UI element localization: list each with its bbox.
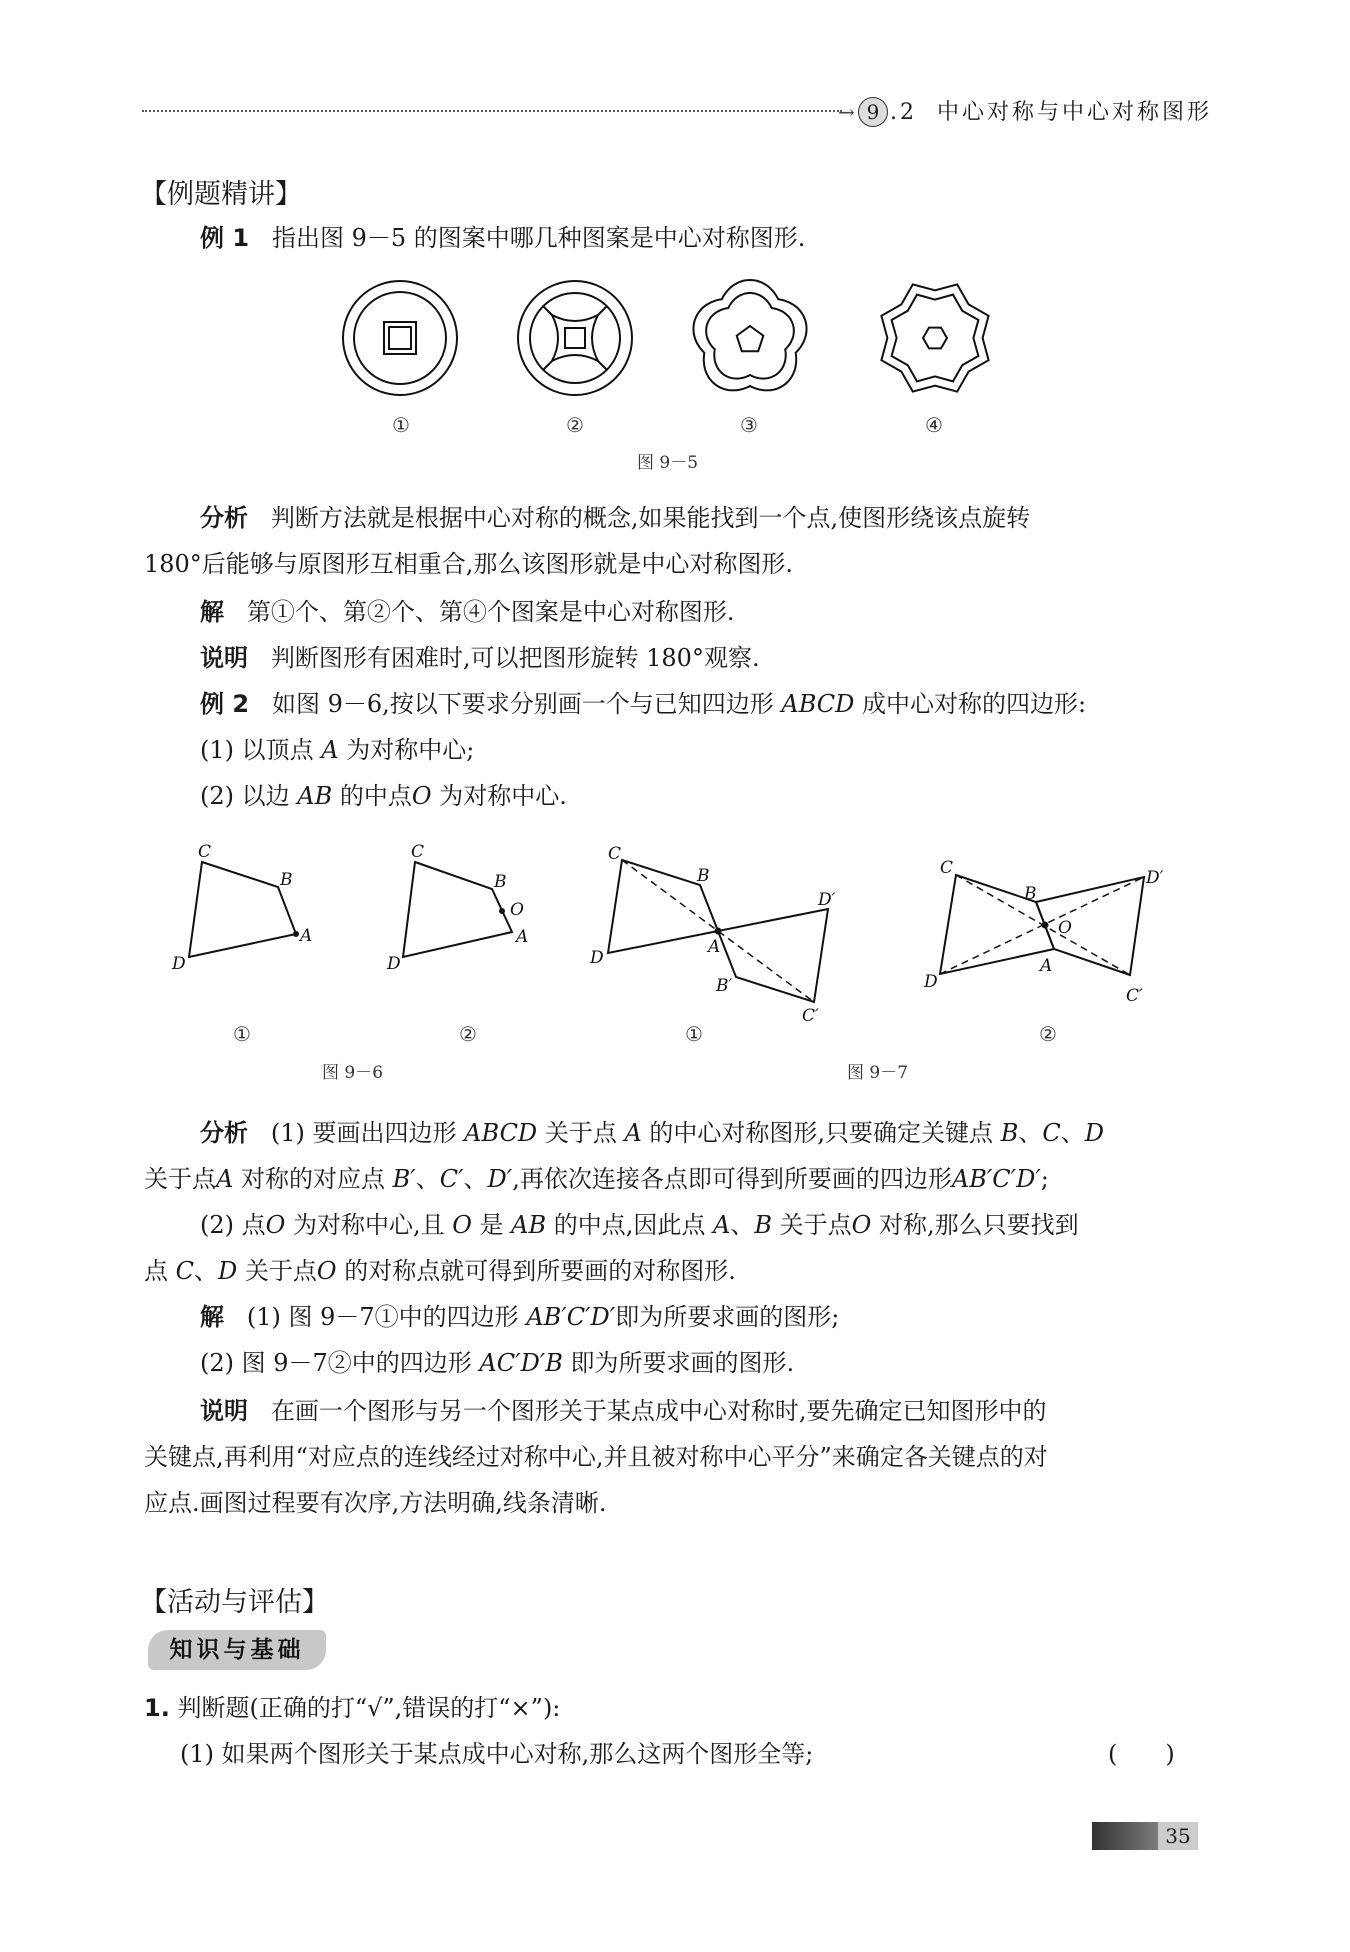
a2-l1-l: O (851, 1211, 872, 1239)
pattern-4-octagon-hexagon (881, 284, 988, 391)
a1-l2-e: 、 (415, 1165, 440, 1193)
req2-a: (2) 以边 (200, 782, 298, 810)
pattern-1-coin-square (343, 281, 457, 395)
fig96-1-point-a: A (300, 926, 313, 946)
a2-l1-j: B (754, 1211, 772, 1239)
fig97-2-point-o: O (1058, 918, 1072, 938)
example2-note-line3: 应点.画图过程要有次序,方法明确,线条清晰. (144, 1489, 607, 1517)
example1-analysis-text1: 判断方法就是根据中心对称的概念,如果能找到一个点,使图形绕该点旋转 (270, 504, 1031, 532)
fig96-1-point-b: B (280, 870, 293, 890)
a2-l1-c: 为对称中心,且 (285, 1211, 453, 1239)
a1-l2-d: B′ (392, 1165, 416, 1193)
a2-l2-b: C (175, 1257, 195, 1285)
a1-l1-a: (1) 要画出四边形 (270, 1119, 465, 1147)
s2-b: AC′D′B (479, 1349, 563, 1377)
page-number: 35 (1158, 1822, 1198, 1850)
example2-solution-label: 解 (200, 1303, 224, 1331)
fig95-label-4: ④ (925, 413, 943, 437)
fig97-1-point-d: D (590, 948, 604, 968)
a2-l2-d: D (218, 1257, 238, 1285)
req2-e: 为对称中心. (431, 782, 567, 810)
s2-c: 即为所要求画的图形. (562, 1349, 795, 1377)
question1-heading (144, 1690, 560, 1726)
a2-l2-a: 点 (144, 1257, 176, 1285)
example1-analysis-line2: 180°后能够与原图形互相重合,那么该图形就是中心对称图形. (144, 550, 794, 578)
fig97-label-1: ① (685, 1022, 703, 1046)
fig95-label-3: ③ (740, 413, 758, 437)
fig97-2-point-dp: D′ (1146, 868, 1164, 888)
fig97-1-point-bp: B′ (716, 976, 733, 996)
example1-statement (200, 220, 805, 256)
example1-note-text: 判断图形有困难时,可以把图形旋转 180°观察. (270, 644, 760, 672)
example2-text-c: 成中心对称的四边形: (854, 690, 1087, 718)
example1-note (200, 640, 760, 676)
example1-label: 例 1 (200, 224, 250, 252)
a2-l1-a: (2) 点 (200, 1211, 266, 1239)
s2-a: (2) 图 9－7②中的四边形 (200, 1349, 480, 1377)
a2-l1-g: 的中点,因此点 (546, 1211, 714, 1239)
fig96-2-point-c: C (411, 842, 425, 862)
example1-solution-text: 第①个、第②个、第④个图案是中心对称图形. (246, 598, 735, 626)
example2-solution-line2 (200, 1345, 794, 1381)
fig97-label-2: ② (1039, 1022, 1057, 1046)
req2-d: O (411, 782, 432, 810)
a1-l1-j: D (1084, 1119, 1104, 1147)
a2-l1-h: A (713, 1211, 731, 1239)
req1-a: (1) 以顶点 (200, 736, 322, 764)
example1-text: 指出图 9－5 的图案中哪几种图案是中心对称图形. (271, 224, 806, 252)
example2-req2 (200, 778, 567, 814)
fig95-label-2: ② (566, 413, 584, 437)
a2-l1-k: 关于点 (772, 1211, 852, 1239)
a2-l2-f: O (316, 1257, 337, 1285)
example2-note-line1 (200, 1393, 1047, 1429)
req1-c: 为对称中心; (338, 736, 475, 764)
example2-analysis-label: 分析 (200, 1119, 248, 1147)
figure-9-5 (330, 275, 1010, 425)
fig97-2-point-d: D (924, 972, 938, 992)
fig96-2-point-b: B (494, 872, 507, 892)
a2-l2-c: 、 (194, 1257, 219, 1285)
a2-l2-g: 的对称点就可得到所要画的对称图形. (336, 1257, 736, 1285)
question1-item1-answer-blank[interactable]: ( ) (1108, 1740, 1175, 1768)
req2-c: 的中点 (332, 782, 412, 810)
a2-l1-f: AB (511, 1211, 547, 1239)
figure-9-6-caption: 图 9－6 (322, 1063, 384, 1083)
a1-l1-b: ABCD (464, 1119, 538, 1147)
s1-c: 即为所要求画的图形; (615, 1303, 840, 1331)
a2-l1-i: 、 (730, 1211, 755, 1239)
example2-analysis-line2 (144, 1161, 1049, 1197)
req2-b: AB (297, 782, 333, 810)
knowledge-basics-tag: 知识与基础 (148, 1630, 326, 1670)
fig97-2-point-a: A (1040, 956, 1053, 976)
fig97-1-point-dp: D′ (818, 890, 836, 910)
a2-l1-d: O (452, 1211, 472, 1239)
fig97-1-point-b: B (697, 866, 710, 886)
section-number-suffix: .2 (890, 100, 917, 125)
fig96-label-1: ① (233, 1022, 251, 1046)
fig95-label-1: ① (392, 413, 410, 437)
header-title: 中心对称与中心对称图形 (937, 100, 1213, 125)
a2-l1-e: 是 (471, 1211, 512, 1239)
header-arrow-icon: → (838, 100, 855, 124)
example2-note-label: 说明 (200, 1397, 248, 1425)
s1-b: AB′C′D′ (526, 1303, 616, 1331)
question1-number: 1. (144, 1694, 170, 1722)
fig97-1-point-c: C (608, 844, 622, 864)
fig97-1-point-cp: C′ (802, 1006, 819, 1026)
example2-analysis-line1 (200, 1115, 1104, 1151)
a1-l2-i: ,再依次连接各点即可得到所要画的四边形 (512, 1165, 952, 1193)
note-1: 在画一个图形与另一个图形关于某点成中心对称时,要先确定已知图形中的 (270, 1397, 1047, 1425)
a2-l1-m: 对称,那么只要找到 (871, 1211, 1079, 1239)
a1-l1-c: 关于点 (537, 1119, 625, 1147)
fig97-2-point-c: C (940, 858, 954, 878)
fig97-2-point-b: B (1024, 884, 1037, 904)
a1-l1-d: A (624, 1119, 642, 1147)
pattern-3-flower-pentagon (694, 280, 807, 390)
fig96-1-point-c: C (198, 842, 212, 862)
a1-l1-h: C (1042, 1119, 1061, 1147)
example2-note-line2: 关键点,再利用“对应点的连线经过对称中心,并且被对称中心平分”来确定各关键点的对 (144, 1443, 1048, 1471)
example1-analysis-line1 (200, 500, 1030, 536)
a1-l1-e: 的中心对称图形,只要确定关键点 (641, 1119, 1001, 1147)
question1-text: 判断题(正确的打“√”,错误的打“×”): (177, 1694, 561, 1722)
fig96-2-point-d: D (387, 954, 401, 974)
s1-a: (1) 图 9－7①中的四边形 (246, 1303, 527, 1331)
figures-9-6-9-7 (160, 835, 1200, 1035)
figure-9-5-caption: 图 9－5 (637, 453, 699, 473)
example2-text-a: 如图 9－6,按以下要求分别画一个与已知四边形 (271, 690, 782, 718)
a1-l2-g: 、 (463, 1165, 488, 1193)
fig96-2-point-a: A (516, 927, 529, 947)
a1-l2-a: 关于点 (144, 1165, 216, 1193)
a1-l1-f: B (1000, 1119, 1019, 1147)
example1-solution-label: 解 (200, 598, 224, 626)
example1-solution (200, 594, 735, 630)
section-examples-title: 【例题精讲】 (140, 179, 302, 210)
question1-item1: (1) 如果两个图形关于某点成中心对称,那么这两个图形全等; (180, 1740, 814, 1768)
a2-l1-b: O (265, 1211, 286, 1239)
fig96-2-quadrilateral (386, 842, 528, 974)
running-header (858, 95, 1212, 127)
fig97-2-point-cp: C′ (1126, 986, 1143, 1006)
example2-text-b: ABCD (781, 690, 855, 718)
fig97-1-point-a: A (708, 937, 721, 957)
req1-b: A (321, 736, 339, 764)
example2-req1 (200, 732, 474, 768)
example2-solution-line1 (200, 1299, 839, 1335)
fig96-1-point-d: D (172, 954, 186, 974)
a1-l2-k: ; (1040, 1165, 1049, 1193)
header-rule (142, 110, 842, 112)
example2-analysis-line3 (200, 1207, 1079, 1243)
figure-9-7-caption: 图 9－7 (847, 1063, 909, 1083)
fig96-1-quadrilateral (171, 842, 312, 974)
a1-l2-c: 对称的对应点 (233, 1165, 393, 1193)
a1-l2-h: D′ (487, 1165, 513, 1193)
a1-l2-f: C′ (439, 1165, 464, 1193)
section-number-badge: 9 (858, 97, 888, 127)
section-activity-title: 【活动与评估】 (140, 1587, 329, 1618)
example2-analysis-line4 (144, 1253, 736, 1289)
a1-l2-j: AB′C′D′ (951, 1165, 1041, 1193)
pattern-2-coin-curved (518, 281, 632, 395)
a1-l1-g: 、 (1018, 1119, 1043, 1147)
example1-analysis-label: 分析 (200, 504, 248, 532)
fig96-2-point-o: O (510, 900, 524, 920)
a1-l1-i: 、 (1060, 1119, 1085, 1147)
a1-l2-b: A (216, 1165, 234, 1193)
example2-statement (200, 686, 1086, 722)
example2-label: 例 2 (200, 690, 250, 718)
a2-l2-e: 关于点 (237, 1257, 317, 1285)
example1-note-label: 说明 (200, 644, 248, 672)
fig96-label-2: ② (459, 1022, 477, 1046)
